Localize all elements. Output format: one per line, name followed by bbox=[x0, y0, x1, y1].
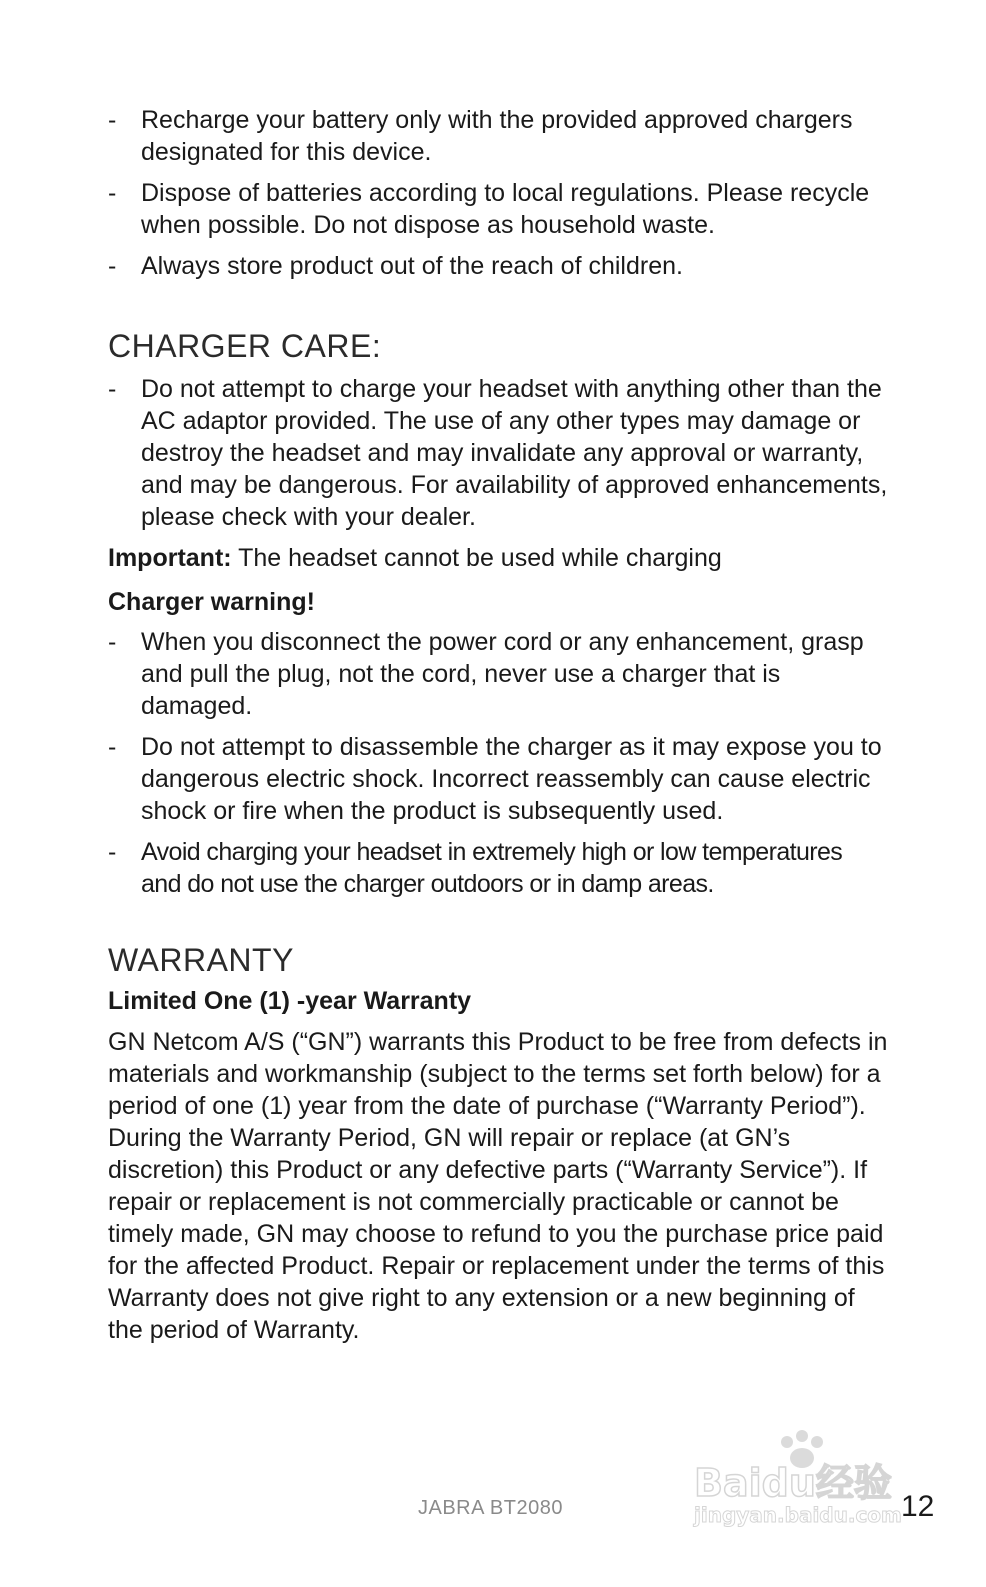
list-item: - Recharge your battery only with the provided approved chargers designated for this device. bbox=[108, 106, 853, 166]
charger-care-heading: CHARGER CARE: bbox=[108, 328, 382, 364]
bullet-dash: - bbox=[108, 179, 117, 207]
bullet-dash: - bbox=[108, 838, 116, 866]
watermark-url: jingyan.baidu.com bbox=[694, 1503, 902, 1527]
list-item: - Do not attempt to charge your headset with anything other than the AC adaptor provided. The use of any other types may damage or destroy the headset and may invalidate any approval or warranty, and may be dangerous. For availability of approved enhancements, please check with your dealer. bbox=[108, 375, 888, 531]
bullet-dash: - bbox=[108, 628, 117, 656]
list-item: - Avoid charging your headset in extremely high or low temperatures and do not use the charger outdoors or in damp areas. bbox=[108, 838, 843, 898]
footer-product-name: JABRA BT2080 bbox=[418, 1497, 563, 1519]
manual-page bbox=[108, 104, 888, 1346]
safety-bullet-list bbox=[108, 104, 888, 282]
warranty-heading: WARRANTY bbox=[108, 942, 294, 978]
list-item: - Do not attempt to disassemble the charger as it may expose you to dangerous electric shock. Incorrect reassembly can cause electric shock or fire when the product is subsequently used. bbox=[108, 733, 882, 825]
bullet-dash: - bbox=[108, 106, 117, 134]
list-item: - Always store product out of the reach of children. bbox=[108, 252, 683, 280]
warranty-subtitle: Limited One (1) -year Warranty bbox=[108, 987, 472, 1015]
bullet-dash: - bbox=[108, 252, 117, 280]
baidu-watermark bbox=[692, 1428, 912, 1528]
important-text: The headset cannot be used while charging bbox=[231, 544, 722, 572]
important-label: Important: bbox=[108, 544, 232, 572]
charger-care-bullet-list bbox=[108, 373, 888, 533]
page-number: 12 bbox=[901, 1490, 935, 1523]
list-item: - Dispose of batteries according to local regulations. Please recycle when possible. Do not dispose as household waste. bbox=[108, 179, 870, 239]
bullet-dash: - bbox=[108, 733, 117, 761]
charger-warning-title: Charger warning! bbox=[108, 588, 315, 616]
charger-warning-bullet-list bbox=[108, 626, 888, 900]
bullet-dash: - bbox=[108, 375, 117, 403]
important-note bbox=[108, 542, 888, 574]
list-item: - When you disconnect the power cord or any enhancement, grasp and pull the plug, not the cord, never use a charger that is damaged. bbox=[108, 628, 864, 720]
watermark-brand: Baidu经验 bbox=[694, 1461, 892, 1505]
warranty-body: GN Netcom A/S (“GN”) warrants this Product to be free from defects in materials and workmanship (subject to the terms set forth below) for a period of one (1) year from the date of purchase (“Warranty Period”). During the Warranty Period, GN will repair or replace (at GN’s discretion) this Product or any defective parts (“Warranty Service”). If repair or replacement is not commercially practicable or cannot be timely made, GN may choose to refund to you the purchase price paid for the affected Product. Repair or replacement under the terms of this Warranty does not give right to any extension or a new beginning of the period of Warranty. bbox=[108, 1028, 888, 1344]
